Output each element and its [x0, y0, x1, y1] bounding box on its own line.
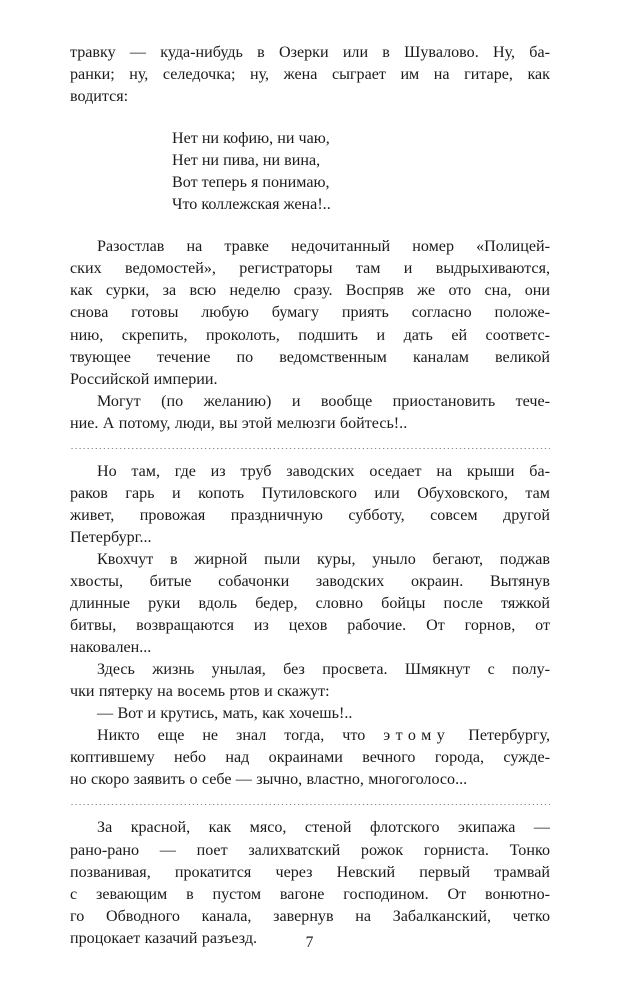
page-number: 7	[305, 934, 314, 951]
text-line: позванивая, прокатится через Невский первый трамвай	[70, 863, 550, 881]
text-line: чки пятерку на восемь ртов и скажут:	[70, 683, 330, 701]
text-line: хвосты, битые собачонки заводских окраин. Вытянув	[70, 572, 550, 590]
text-line: нию, скрепить, проколоть, подшить и дать ей соответс-	[70, 326, 550, 344]
text-line: длинные руки вдоль бедер, словно бойцы после тяжкой	[70, 595, 550, 613]
text-run: Петербургу,	[450, 727, 550, 745]
dialogue-line	[70, 703, 550, 725]
text-line: с зевающим в пустом вагоне господином. От вонютно-	[70, 885, 550, 903]
text-line: Могут (по желанию) и вообще приостановить тече-	[97, 392, 550, 410]
text-line: снова готовы любую бумагу приять согласно положе-	[70, 304, 550, 322]
paragraph	[70, 461, 550, 549]
text-line: раков гарь и копоть Путиловского или Обуховского, там	[70, 484, 550, 502]
text-line: коптившему небо над окраинами вечного города, сужде-	[70, 749, 550, 767]
text-line: Здесь жизнь унылая, без просвета. Шмякнут с полу-	[97, 661, 550, 679]
text-line: травку — куда-нибудь в Озерки или в Шувалово. Ну, ба-	[70, 44, 550, 61]
text-line: ние. А потому, люди, вы этой мелюзги бойтесь!..	[70, 414, 408, 432]
text-column	[70, 42, 550, 950]
text-line: рано-рано — поет залихватский рожок горниста. Тонко	[70, 841, 550, 859]
text-line: — Вот и крутись, мать, как хочешь!..	[97, 705, 353, 723]
paragraph-continuation	[70, 42, 550, 108]
text-line: как сурки, за всю неделю сразу. Воспряв же ото сна, они	[70, 282, 550, 300]
text-line: наковален...	[70, 639, 152, 657]
text-line: водится:	[70, 88, 129, 106]
paragraph-with-emphasis	[70, 725, 550, 791]
text-line	[70, 725, 550, 747]
text-line: процокает казачий разъезд.	[70, 929, 258, 947]
text-line: твующее течение по ведомственным каналам великой	[70, 348, 550, 366]
verse-block	[70, 128, 550, 216]
text-line: Квохчут в жирной пыли куры, уныло бегают, поджав	[97, 550, 550, 568]
text-line: ранки; ну, селедочка; ну, жена сыграет им на гитаре, как	[70, 66, 550, 84]
section-separator	[70, 804, 550, 805]
text-line: го Обводного канала, завернув на Забалканский, четко	[70, 907, 550, 925]
verse-line: Нет ни кофию, ни чаю,	[172, 130, 330, 148]
text-line: Но там, где из труб заводских оседает на крыши ба-	[97, 462, 550, 480]
paragraph	[70, 391, 550, 435]
paragraph	[70, 659, 550, 703]
text-line: За красной, как мясо, стеной флотского экипажа —	[97, 819, 550, 837]
paragraph	[70, 236, 550, 390]
text-line: Петербург...	[70, 528, 152, 546]
text-line: живет, провожая праздничную субботу, совсем другой	[70, 506, 550, 524]
paragraph	[70, 549, 550, 659]
text-line: Разостлав на травке недочитанный номер «Полицей-	[97, 238, 550, 256]
paragraph	[70, 817, 550, 949]
text-run: Никто еще не знал тогда, что	[97, 727, 384, 745]
emphasis-letterspaced: этому	[383, 727, 451, 745]
verse-line: Нет ни пива, ни вина,	[172, 152, 321, 170]
section-separator	[70, 448, 550, 449]
verse-line: Вот теперь я понимаю,	[172, 174, 330, 192]
text-line: битвы, возвращаются из цехов рабочие. От горнов, от	[70, 617, 550, 635]
verse-line: Что коллежская жена!..	[172, 196, 331, 214]
text-line: ских ведомостей», регистраторы там и выдрыхиваются,	[70, 260, 550, 278]
text-line: Российской империи.	[70, 370, 218, 388]
text-line: но скоро заявить о себе — зычно, властно, многоголосо...	[70, 771, 468, 789]
